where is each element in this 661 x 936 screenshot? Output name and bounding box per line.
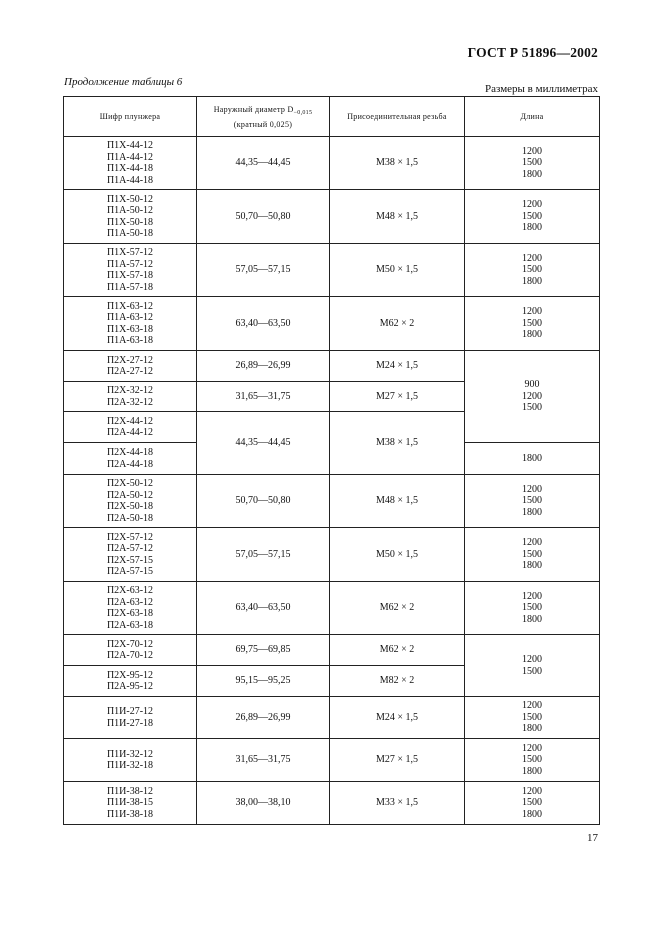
thread-cell: М24 × 1,5 [330,351,465,382]
length-cell-line: 1200 [522,145,542,157]
length-cell-line: 1800 [522,452,542,464]
plunger-code-cell-line: П1И-38-12 [106,785,154,797]
plunger-code-cell-line: П2Х-50-12 [106,478,154,489]
length-cell-line: 1800 [522,168,542,180]
diameter-cell: 57,05—57,15 [197,244,330,297]
thread-cell: М48 × 1,5 [330,475,465,528]
plunger-code-cell-line: П2А-32-12 [106,396,154,408]
table-header-row [64,97,600,137]
plunger-code-cell-line: П2А-70-12 [106,650,154,661]
plunger-code-cell [64,475,197,528]
column-header-code: Шифр плунжера [64,97,197,137]
length-cell-line: 1800 [522,506,542,518]
plunger-code-cell [64,351,197,382]
length-cell [465,697,600,739]
page-number: 17 [587,832,598,844]
length-cell-line: 1200 [522,700,542,712]
plunger-code-cell-line: П1И-32-18 [106,760,154,771]
plunger-code-cell-line: П2А-27-12 [106,366,154,377]
plunger-code-cell-line: П2А-57-15 [106,566,154,577]
length-cell [465,137,600,190]
length-cell [465,244,600,297]
plunger-code-cell [64,635,197,666]
plunger-code-cell-line: П1И-27-12 [106,706,154,717]
plunger-code-cell [64,666,197,697]
plunger-code-cell [64,137,197,190]
length-cell-line: 1800 [522,613,542,625]
table-row [64,782,600,825]
diameter-cell: 44,35—44,45 [197,412,330,475]
plunger-code-cell-line: П2Х-44-12 [106,415,154,427]
thread-cell: М62 × 2 [330,635,465,666]
plunger-code-cell-line: П2А-63-18 [106,619,154,631]
diameter-cell: 31,65—31,75 [197,382,330,412]
table-row [64,697,600,739]
plunger-code-cell-line: П2Х-44-18 [106,447,154,458]
plunger-code-cell-line: П2А-44-12 [106,427,154,438]
diameter-cell: 57,05—57,15 [197,528,330,582]
plunger-code-cell-line: П1Х-50-18 [106,216,154,228]
length-cell-line: 1800 [522,808,542,820]
plunger-code-cell [64,443,197,475]
thread-cell: М24 × 1,5 [330,697,465,739]
diameter-cell: 26,89—26,99 [197,351,330,382]
thread-cell: М48 × 1,5 [330,190,465,244]
plunger-code-cell-line: П2Х-32-12 [106,385,154,396]
table-body [64,137,600,825]
table-row [64,475,600,528]
plunger-code-cell-line: П1Х-44-12 [106,140,154,151]
table-row [64,190,600,244]
diameter-tolerance: −0,015 [293,109,313,116]
length-cell-line: 1200 [522,199,542,211]
plunger-code-cell [64,190,197,244]
length-cell [465,475,600,528]
plunger-code-cell-line: П1Х-57-12 [106,247,154,258]
length-cell-line: 1800 [522,765,542,777]
diameter-cell: 63,40—63,50 [197,582,330,635]
table-row [64,137,600,190]
plunger-code-cell [64,297,197,351]
diameter-cell: 26,89—26,99 [197,697,330,739]
plunger-code-cell [64,244,197,297]
plunger-code-cell-line: П1И-38-18 [106,808,154,820]
length-cell [465,190,600,244]
length-cell [465,635,600,697]
plunger-code-cell-line: П2Х-70-12 [106,638,154,650]
diameter-cell: 69,75—69,85 [197,635,330,666]
diameter-cell: 44,35—44,45 [197,137,330,190]
plunger-code-cell-line: П2Х-50-18 [106,501,154,512]
thread-cell: М27 × 1,5 [330,739,465,782]
length-cell-line: 1200 [522,654,542,665]
plunger-code-cell-line: П1А-63-12 [106,312,154,323]
plunger-code-cell-line: П2А-57-12 [106,543,154,554]
diameter-header-note: (кратный 0,025) [233,119,293,129]
plunger-code-cell-line: П1А-57-12 [106,258,154,270]
plunger-code-cell [64,782,197,825]
diameter-header-text: Наружный диаметр D [213,104,294,114]
length-cell [465,351,600,443]
plunger-code-cell-line: П1А-44-12 [106,151,154,163]
plunger-code-cell-line: П1И-32-12 [106,748,154,760]
thread-cell: М62 × 2 [330,582,465,635]
diameter-cell: 31,65—31,75 [197,739,330,782]
diameter-cell: 63,40—63,50 [197,297,330,351]
thread-cell: М38 × 1,5 [330,412,465,475]
standard-header: ГОСТ Р 51896—2002 [467,45,598,60]
length-cell-line: 1200 [522,306,542,318]
plunger-code-cell-line: П2Х-95-12 [106,669,154,681]
plunger-code-cell-line: П2А-44-18 [106,458,154,470]
plunger-code-cell-line: П1Х-63-12 [106,300,154,312]
diameter-cell: 38,00—38,10 [197,782,330,825]
plunger-code-cell-line: П2Х-27-12 [106,354,154,366]
plunger-code-cell-line: П2А-95-12 [106,681,154,692]
length-cell-line: 1200 [522,742,542,754]
length-cell-line: 1500 [522,402,542,414]
column-header-diameter [197,97,330,137]
length-cell-line: 1200 [522,483,542,495]
plunger-code-cell-line: П1А-63-18 [106,335,154,346]
length-cell-line: 1800 [522,723,542,735]
length-cell-line: 1500 [522,495,542,507]
plunger-code-cell [64,582,197,635]
length-cell-line: 1500 [522,602,542,614]
plunger-code-cell [64,739,197,782]
thread-cell: М50 × 1,5 [330,528,465,582]
plunger-code-cell-line: П2Х-63-12 [106,585,154,596]
table-continuation-caption: Продолжение таблицы 6 [64,76,183,88]
length-cell-line: 1800 [522,560,542,572]
plunger-spec-table [63,96,600,825]
length-cell-line: 1800 [522,329,542,341]
plunger-code-cell-line: П1А-57-18 [106,281,154,293]
plunger-code-cell-line: П1Х-57-18 [106,270,154,281]
length-cell-line: 900 [524,379,540,391]
units-note: Размеры в миллиметрах [485,83,598,95]
diameter-cell: 50,70—50,80 [197,190,330,244]
length-cell [465,782,600,825]
thread-cell: М38 × 1,5 [330,137,465,190]
thread-cell: М82 × 2 [330,666,465,697]
length-cell-line: 1500 [522,317,542,329]
plunger-code-cell [64,697,197,739]
plunger-code-cell-line: П2А-50-12 [106,489,154,501]
length-cell-line: 1800 [522,275,542,287]
plunger-code-cell-line: П1Х-63-18 [106,323,154,335]
table-row [64,635,600,666]
plunger-code-cell-line: П1А-50-12 [106,205,154,216]
length-cell-line: 1500 [522,665,542,677]
length-cell-line: 1200 [522,390,542,402]
length-cell-line: 1500 [522,264,542,276]
table-row [64,582,600,635]
length-cell [465,528,600,582]
plunger-code-cell-line: П1Х-44-18 [106,163,154,174]
length-cell [465,739,600,782]
table-row [64,244,600,297]
thread-cell: М62 × 2 [330,297,465,351]
length-cell [465,297,600,351]
length-cell-line: 1500 [522,157,542,169]
length-cell-line: 1200 [522,537,542,549]
diameter-cell: 50,70—50,80 [197,475,330,528]
length-cell [465,582,600,635]
table-row [64,528,600,582]
column-header-thread: Присоединительная резьба [330,97,465,137]
column-header-length: Длина [465,97,600,137]
plunger-code-cell-line: П1Х-50-12 [106,193,154,205]
table-row [64,351,600,382]
diameter-cell: 95,15—95,25 [197,666,330,697]
length-cell-line: 1200 [522,785,542,797]
length-cell-line: 1500 [522,754,542,766]
length-cell-line: 1800 [522,222,542,234]
plunger-code-cell-line: П1И-38-15 [106,797,154,809]
plunger-code-cell-line: П2Х-57-12 [106,531,154,543]
plunger-code-cell-line: П1И-27-18 [106,717,154,729]
plunger-code-cell [64,528,197,582]
length-cell-line: 1500 [522,548,542,560]
length-cell-line: 1500 [522,210,542,222]
table-row [64,739,600,782]
plunger-code-cell [64,412,197,443]
length-cell-line: 1500 [522,797,542,809]
length-cell-line: 1200 [522,590,542,602]
plunger-code-cell-line: П2Х-57-15 [106,554,154,566]
plunger-code-cell-line: П2А-63-12 [106,596,154,608]
table-row [64,297,600,351]
thread-cell: М27 × 1,5 [330,382,465,412]
length-cell-line: 1200 [522,252,542,264]
plunger-code-cell-line: П2А-50-18 [106,512,154,524]
plunger-code-cell [64,382,197,412]
thread-cell: М50 × 1,5 [330,244,465,297]
plunger-code-cell-line: П1А-50-18 [106,228,154,239]
plunger-code-cell-line: П2Х-63-18 [106,608,154,619]
length-cell [465,443,600,475]
thread-cell: М33 × 1,5 [330,782,465,825]
plunger-code-cell-line: П1А-44-18 [106,174,154,186]
length-cell-line: 1500 [522,711,542,723]
